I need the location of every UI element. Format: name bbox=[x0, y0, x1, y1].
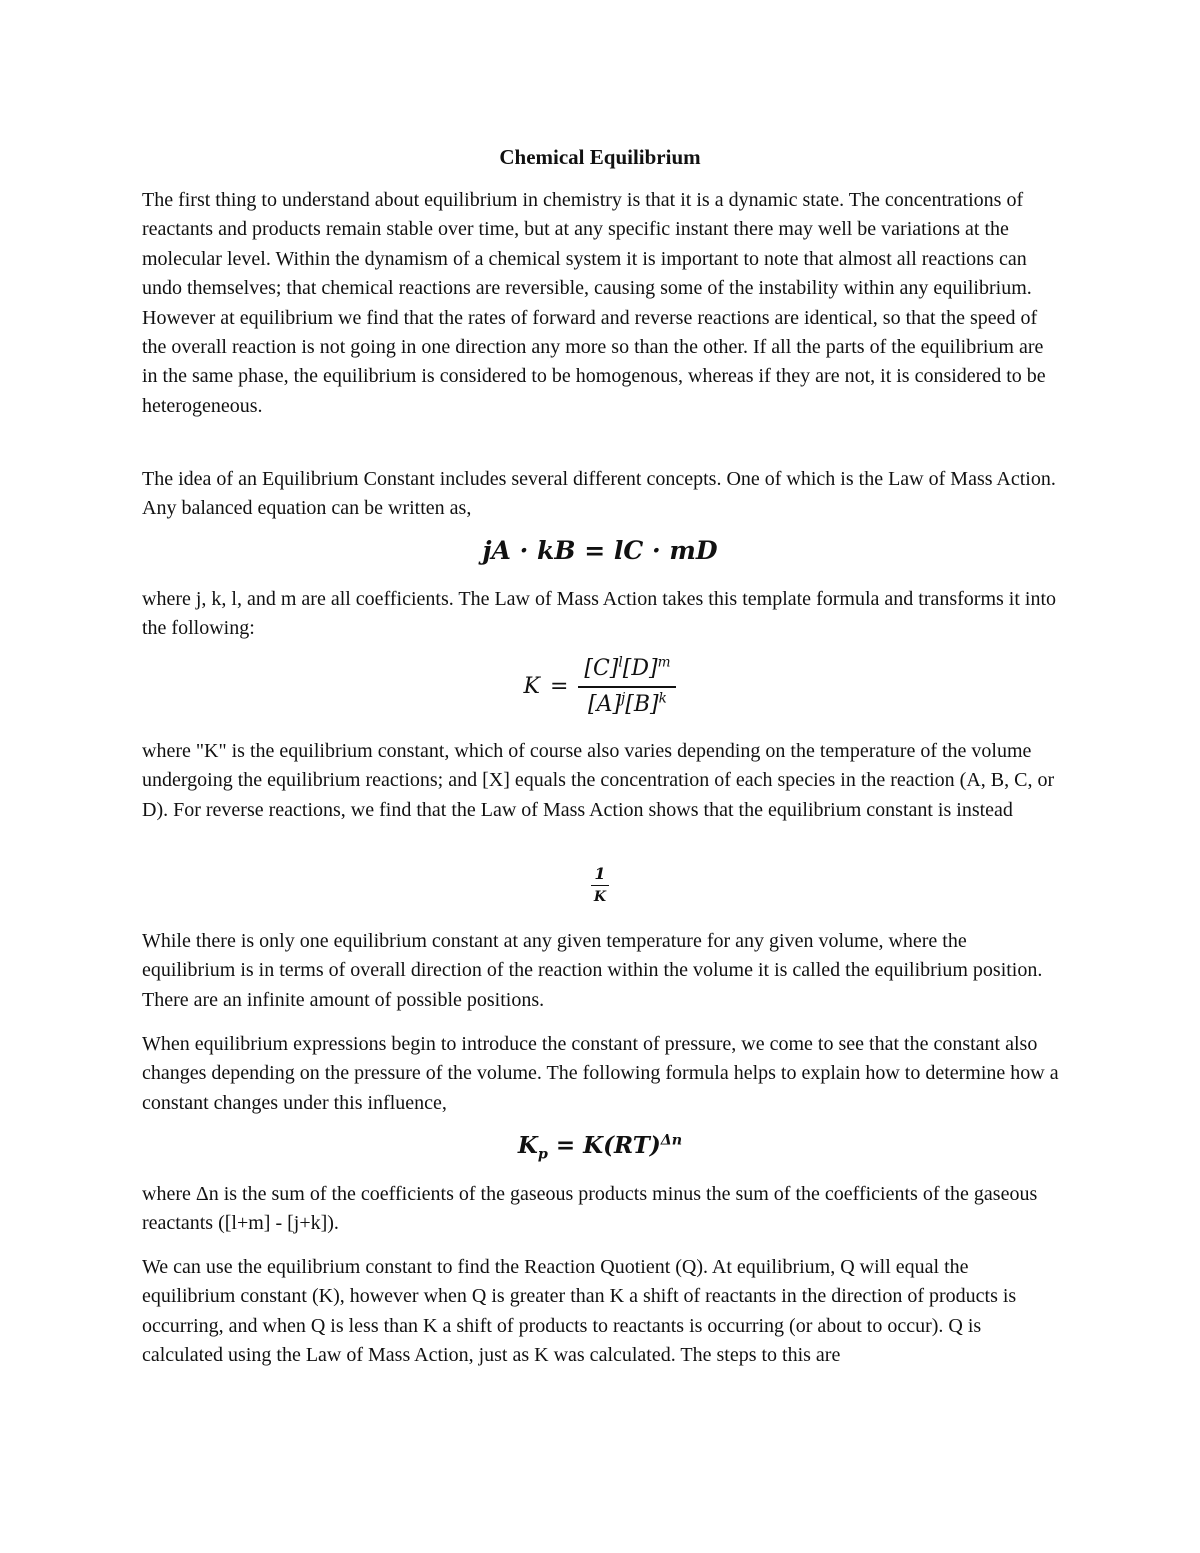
mass-action-lhs: K bbox=[523, 674, 540, 699]
kp-k: K bbox=[517, 1132, 538, 1159]
paragraph-delta-n: where Δn is the sum of the coefficients of the gaseous products minus the sum of the coefficients of the gaseous reactants ([l+m] - [j+k]). bbox=[142, 1183, 1038, 1235]
document-title: Chemical Equilibrium bbox=[499, 145, 701, 169]
paragraph-dynamic-state: The first thing to understand about equilibrium in chemistry is that it is a dynamic state. The concentrations of reactants and products remain stable over time, but at any specific instant there may well be variations at the molecular level. Within the dynamism of a chemical system it is important to note that almost all reactions can undo themselves; that chemical reactions are reversible, causing some of the instability within any equilibrium. However at equilibrium we find that the rates of forward and reverse reactions are identical, so that the speed of the overall reaction is not going in one direction any more so than the other. If all the parts of the equilibrium are in the same phase, the equilibrium is considered to be homogenous, whereas if they are not, it is considered to be heterogeneous. bbox=[142, 189, 1046, 417]
equation-mass-action bbox=[0, 655, 1200, 719]
exp-l: l bbox=[618, 654, 623, 671]
kp-subscript: p bbox=[537, 1146, 548, 1163]
conc-a: [A] bbox=[587, 692, 622, 717]
paragraph-pressure-constant: When equilibrium expressions begin to introduce the constant of pressure, we come to see that the constant also changes depending on the pressure of the volume. The following formula helps to explain how to determine how a constant changes under this influence, bbox=[142, 1033, 1059, 1114]
conc-c: [C] bbox=[584, 656, 619, 681]
kp-rhs: = K(RT) bbox=[555, 1132, 661, 1159]
paragraph-equilibrium-constant-definition: where "K" is the equilibrium constant, which of course also varies depending on the temperature of the volume undergoing the equilibrium reactions; and [X] equals the concentration of each species in the reaction (A, B, C, or D). For reverse reactions, we find that the Law of Mass Action shows that the equilibrium constant is instead bbox=[142, 740, 1055, 821]
paragraph-equilibrium-position: While there is only one equilibrium constant at any given temperature for any given volume, where the equilibrium is in terms of overall direction of the reaction within the volume it is called the equilibrium position. There are an infinite amount of possible positions. bbox=[142, 930, 1043, 1011]
equation-balanced: jA · kB = lC · mD bbox=[482, 536, 718, 565]
equation-reverse-constant bbox=[0, 865, 1200, 906]
conc-d: [D] bbox=[622, 656, 658, 681]
paragraph-reaction-quotient: We can use the equilibrium constant to find the Reaction Quotient (Q). At equilibrium, Q will equal the equilibrium constant (K), however when Q is greater than K a shift of reactants in the direction of products is occurring, and when Q is less than K a shift of products to reactants is occurring (or about to occur). Q is calculated using the Law of Mass Action, just as K was calculated. The steps to this are bbox=[142, 1256, 1017, 1367]
mass-action-equals: = bbox=[549, 674, 569, 699]
exp-m: m bbox=[657, 654, 671, 671]
reverse-numerator: 1 bbox=[591, 865, 608, 886]
mass-action-fraction bbox=[578, 655, 676, 719]
exp-j: j bbox=[621, 690, 626, 707]
exp-k: k bbox=[658, 690, 667, 707]
equation-kp bbox=[0, 1130, 1200, 1162]
conc-b: [B] bbox=[625, 692, 659, 717]
reverse-fraction bbox=[591, 865, 609, 906]
reverse-denominator: K bbox=[593, 889, 607, 905]
mass-action-denominator bbox=[582, 688, 673, 719]
paragraph-coefficients: where j, k, l, and m are all coefficients. The Law of Mass Action takes this template formula and transforms it into the following: bbox=[142, 588, 1057, 640]
mass-action-numerator bbox=[578, 655, 676, 688]
kp-exponent: Δn bbox=[660, 1132, 683, 1149]
paragraph-equilibrium-constant: The idea of an Equilibrium Constant includes several different concepts. One of which is the Law of Mass Action. Any balanced equation can be written as, bbox=[142, 468, 1056, 520]
